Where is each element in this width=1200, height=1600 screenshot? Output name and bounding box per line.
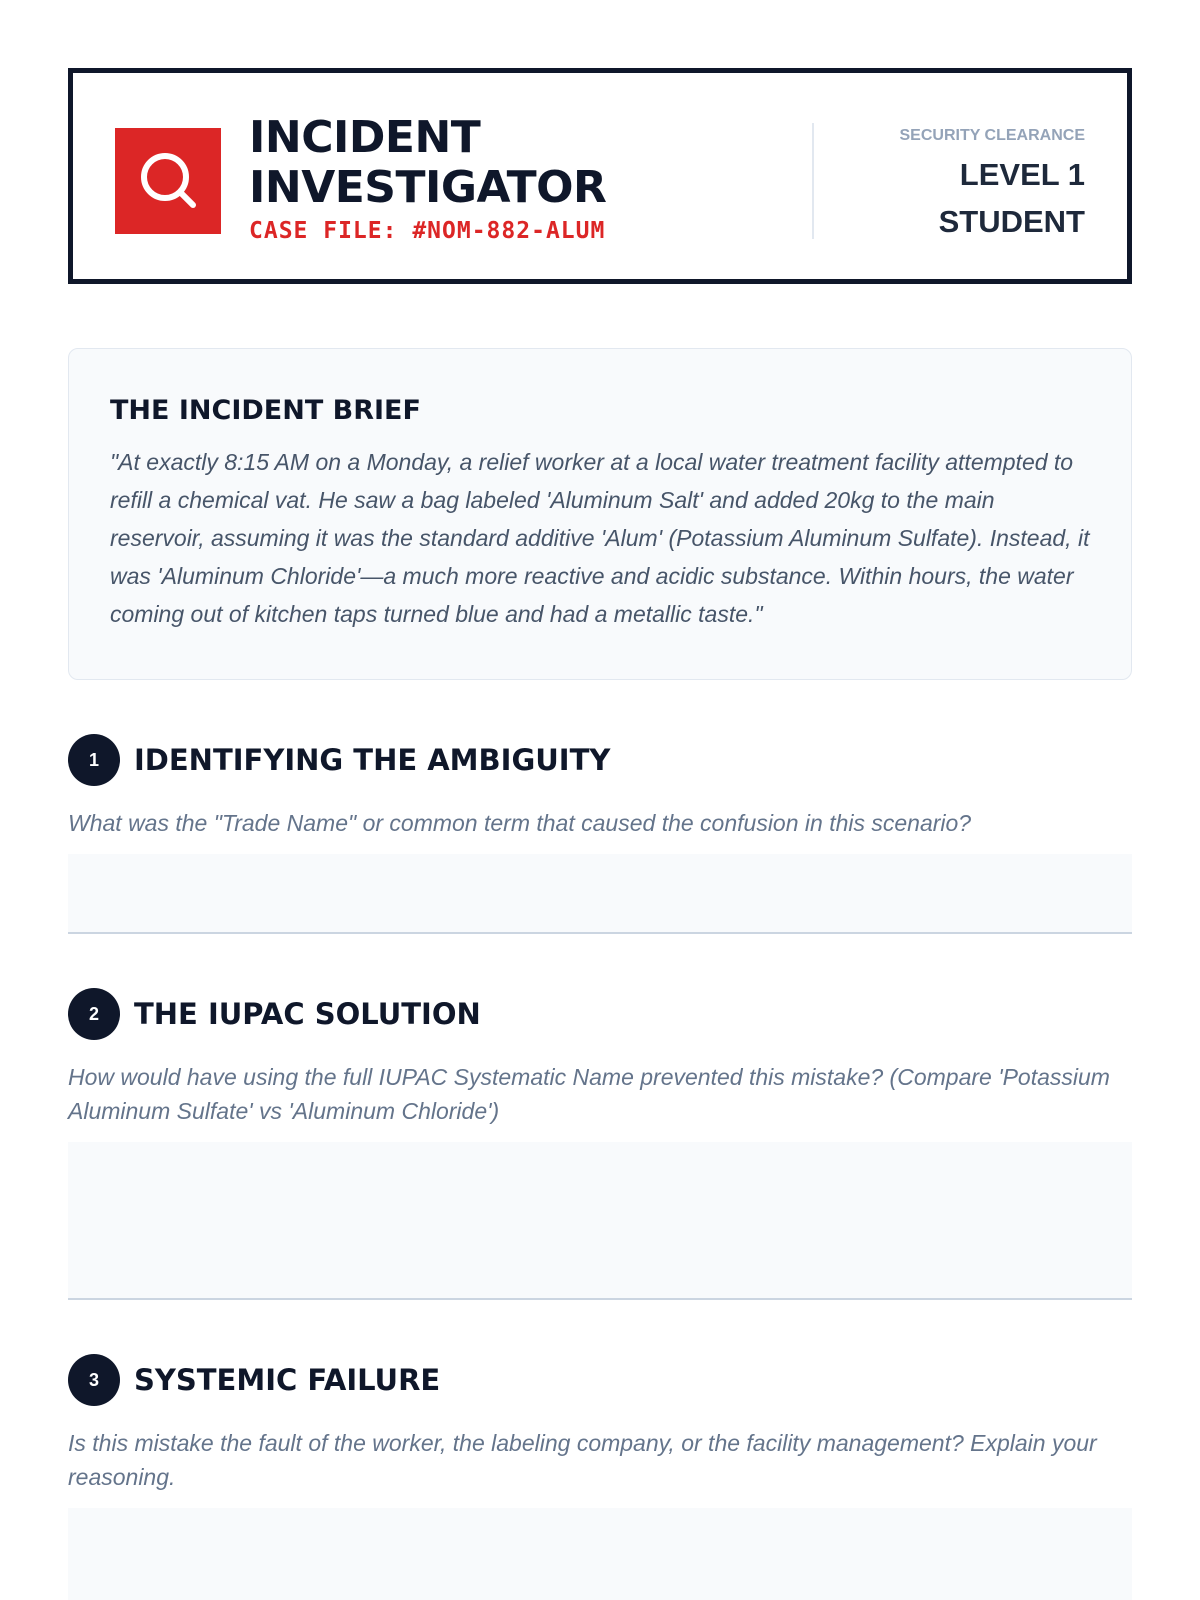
section-header <box>68 988 1132 1040</box>
answer-field[interactable] <box>68 1142 1132 1300</box>
question-section-3 <box>68 1354 1132 1490</box>
section-number-badge: 2 <box>68 988 120 1040</box>
section-header <box>68 1354 1132 1406</box>
logo-badge <box>115 128 221 234</box>
question-section-2 <box>68 988 1132 1124</box>
section-question: How would have using the full IUPAC Systematic Name prevented this mistake? (Compare 'Potassium Aluminum Sulfate' vs 'Aluminum Chloride') <box>68 1064 1110 1124</box>
section-number-badge: 1 <box>68 734 120 786</box>
answer-field[interactable] <box>68 854 1132 934</box>
question-section-1 <box>68 734 1132 836</box>
section-question: Is this mistake the fault of the worker, the labeling company, or the facility management? Explain your reasoning. <box>68 1430 1097 1490</box>
section-title: SYSTEMIC FAILURE <box>134 1363 441 1397</box>
incident-brief <box>68 348 1132 680</box>
brief-text: "At exactly 8:15 AM on a Monday, a relief worker at a local water treatment facility attempted to refill a chemical vat. He saw a bag labeled 'Aluminum Salt' and added 20kg to the main reservoir, assuming it was the standard additive 'Alum' (Potassium Aluminum Sulfate). Instead, it was 'Aluminum Chloride'—a much more reactive and acidic substance. Within hours, the water coming out of kitchen taps turned blue and had a metallic taste." <box>110 449 1090 627</box>
case-file-number: CASE FILE: #NOM-882-ALUM <box>249 218 606 244</box>
clearance-value: LEVEL 1 STUDENT <box>938 157 1085 239</box>
magnifier-icon <box>115 128 221 234</box>
section-question: What was the "Trade Name" or common term that caused the confusion in this scenario? <box>68 810 972 836</box>
section-title: THE IUPAC SOLUTION <box>134 997 481 1031</box>
brief-title: THE INCIDENT BRIEF <box>110 395 421 426</box>
clearance-label: SECURITY CLEARANCE <box>899 127 1085 144</box>
section-number-badge: 3 <box>68 1354 120 1406</box>
answer-field[interactable] <box>68 1508 1132 1600</box>
section-title: IDENTIFYING THE AMBIGUITY <box>134 743 611 777</box>
section-header <box>68 734 1132 786</box>
case-header <box>68 68 1132 284</box>
app-title: INCIDENT INVESTIGATOR <box>249 112 607 213</box>
header-divider <box>812 123 814 239</box>
